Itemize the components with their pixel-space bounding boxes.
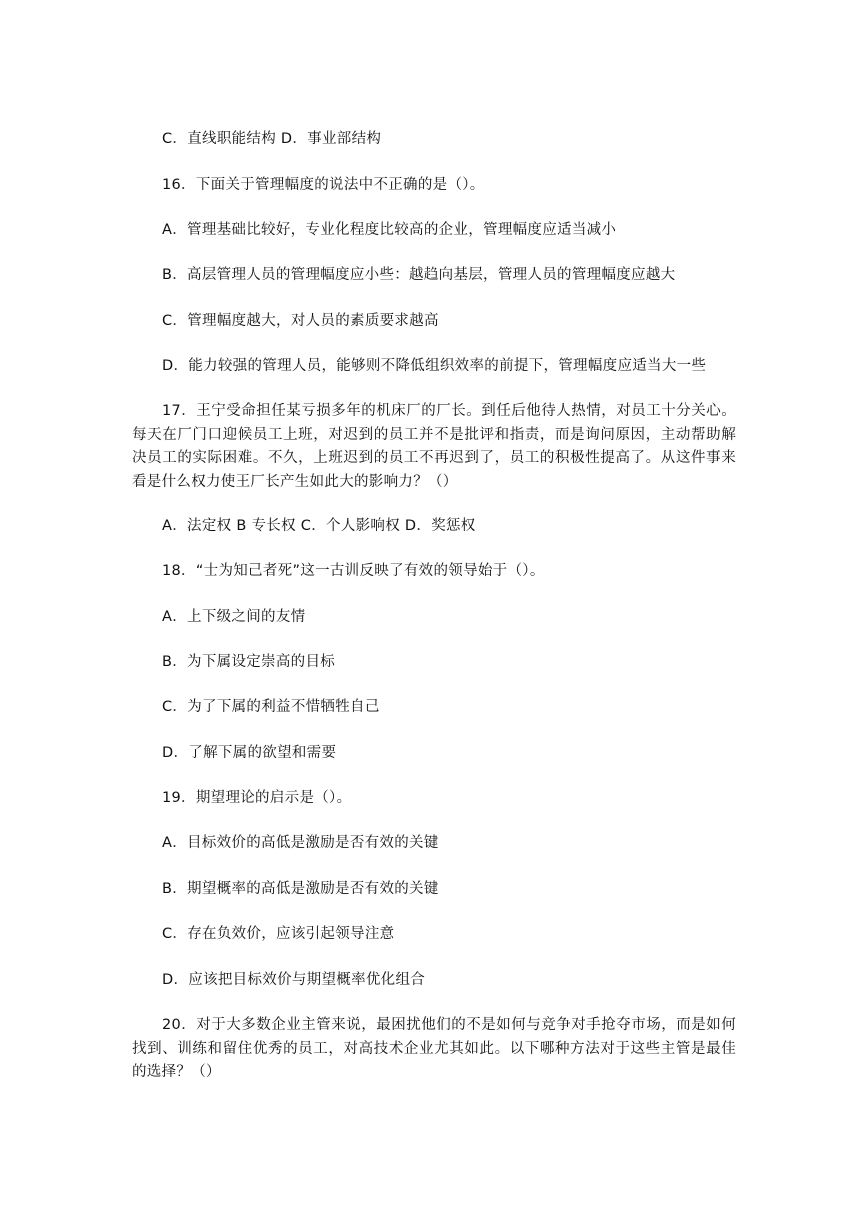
option-18c: C．为了下属的利益不惜牺牲自己	[162, 699, 380, 715]
option-18d: D．了解下属的欲望和需要	[162, 745, 337, 761]
option-18a: A．上下级之间的友情	[162, 609, 306, 625]
option-19d: D．应该把目标效价与期望概率优化组合	[162, 972, 426, 988]
option-19b: B．期望概率的高低是激励是否有效的关键	[162, 881, 439, 897]
option-19a: A．目标效价的高低是激励是否有效的关键	[162, 835, 439, 851]
option-16c: C．管理幅度越大，对人员的素质要求越高	[162, 313, 439, 329]
option-16a: A．管理基础比较好，专业化程度比较高的企业，管理幅度应适当减小	[162, 222, 617, 238]
question-17: 17．王宁受命担任某亏损多年的机床厂的厂长。到任后他待人热情，对员工十分关心。每天在厂门口迎候员工上班，对迟到的员工并不是批评和指责，而是询问原因，主动帮助解决员工的实际困难。不久，上班迟到的员工不再迟到了，员工的积极性提高了。从这件事来看是什么权力使王厂长产生如此大的影响力？（）	[132, 403, 736, 490]
question-20: 20．对于大多数企业主管来说，最困扰他们的不是如何与竞争对手抢夺市场，而是如何找到、训练和留住优秀的员工，对高技术企业尤其如此。以下哪种方法对于这些主管是最佳的选择？（）	[132, 1017, 736, 1080]
question-19: 19．期望理论的启示是（）。	[162, 790, 352, 806]
question-16: 16．下面关于管理幅度的说法中不正确的是（）。	[162, 177, 485, 193]
question-18: 18．“士为知己者死”这一古训反映了有效的领导始于（）。	[162, 563, 545, 579]
option-line: C．直线职能结构 D．事业部结构	[162, 131, 382, 147]
option-19c: C．存在负效价，应该引起领导注意	[162, 926, 395, 942]
option-16d: D．能力较强的管理人员，能够则不降低组织效率的前提下，管理幅度应适当大一些	[162, 358, 707, 374]
option-18b: B．为下属设定崇高的目标	[162, 654, 336, 670]
option-16b: B．高层管理人员的管理幅度应小些：越趋向基层，管理人员的管理幅度应越大	[162, 267, 676, 283]
options-17: A．法定权 B 专长权 C．个人影响权 D．奖惩权	[162, 518, 476, 534]
